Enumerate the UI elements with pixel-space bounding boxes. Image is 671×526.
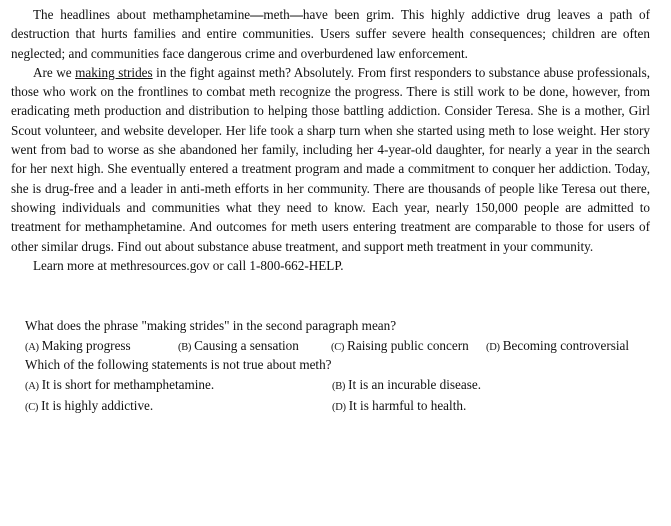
reading-passage <box>11 5 650 275</box>
option-letter: (B) <box>332 380 346 392</box>
option-letter: (D) <box>486 341 500 353</box>
paragraph-1-text-b: meth <box>263 7 290 22</box>
option-text: Raising public concern <box>347 337 469 353</box>
question-2-option-a[interactable] <box>25 375 332 397</box>
question-1-stem: What does the phrase "making strides" in the second paragraph mean? <box>25 318 397 333</box>
option-text: It is highly addictive. <box>41 398 154 413</box>
question-2-options-row-1 <box>25 375 655 397</box>
em-dash: — <box>250 7 264 22</box>
paragraph-2-text-a: Are we <box>33 64 76 80</box>
question-1-options <box>25 336 655 358</box>
option-letter: (D) <box>332 402 346 413</box>
option-letter: (B) <box>178 341 192 353</box>
paragraph-2-text-b: in the fight against meth? Absolutely. From first responders to substance abuse professionals, those who work on the frontlines to combat meth recognize the progress. There is still work to be done, however, from eradicating meth production and distribution to helping those battling addiction. Consider Teresa. She is a mother, Girl Scout volunteer, and website developer. Her life took a sharp turn when she started using meth to lose weight. Her story went from bad to worse as she abandoned her family, including her 4-year-old daughter, for nearly a year in the search for her next high. She eventually entered a treatment program and made a commitment to conquer her addiction. Today, she is drug-free and a leader in anti-meth efforts in her community. There are thousands of people like Teresa out there, showing individuals and communities what they need to know. Each year, nearly 150,000 people are admitted to treatment for methamphetamine. And outcomes for meth users entering treatment are comparable to those for users of other similar drugs. Find out about substance abuse treatment, and support meth treatment in your community. <box>11 64 650 254</box>
option-text: It is an incurable disease. <box>348 376 482 392</box>
question-1 <box>25 316 655 357</box>
question-2-option-c[interactable] <box>25 396 332 418</box>
question-2-option-b[interactable] <box>332 375 481 397</box>
question-1-option-c[interactable] <box>331 336 486 358</box>
underlined-phrase: making strides <box>75 64 153 80</box>
paragraph-1 <box>11 5 650 63</box>
option-text: Becoming controversial <box>502 337 630 353</box>
question-2 <box>25 355 655 418</box>
question-1-option-d[interactable] <box>486 336 629 358</box>
paragraph-2 <box>11 63 650 256</box>
paragraph-1-text-c: have been grim. This highly addictive drug leaves a path of destruction that hurts families and entire communities. Users suffer severe health consequences; children are often neglected; and communities face dangerous crime and overburdened law enforcement. <box>11 7 650 61</box>
em-dash: — <box>289 7 303 22</box>
question-2-options-row-2 <box>25 396 655 418</box>
paragraph-1-text-a: The headlines about methamphetamine <box>33 7 251 22</box>
question-1-option-a[interactable] <box>25 336 178 358</box>
option-letter: (A) <box>25 380 39 392</box>
option-text: Causing a sensation <box>194 337 299 353</box>
paragraph-3: Learn more at methresources.gov or call 1-800-662-HELP. <box>33 257 344 273</box>
option-text: Making progress <box>41 337 131 353</box>
option-letter: (C) <box>25 402 39 413</box>
question-2-option-d[interactable] <box>332 396 466 418</box>
option-text: It is short for methamphetamine. <box>41 376 215 392</box>
question-1-option-b[interactable] <box>178 336 331 358</box>
question-2-stem: Which of the following statements is not true about meth? <box>25 357 332 372</box>
option-letter: (C) <box>331 341 345 353</box>
option-text: It is harmful to health. <box>348 398 467 413</box>
option-letter: (A) <box>25 341 39 353</box>
